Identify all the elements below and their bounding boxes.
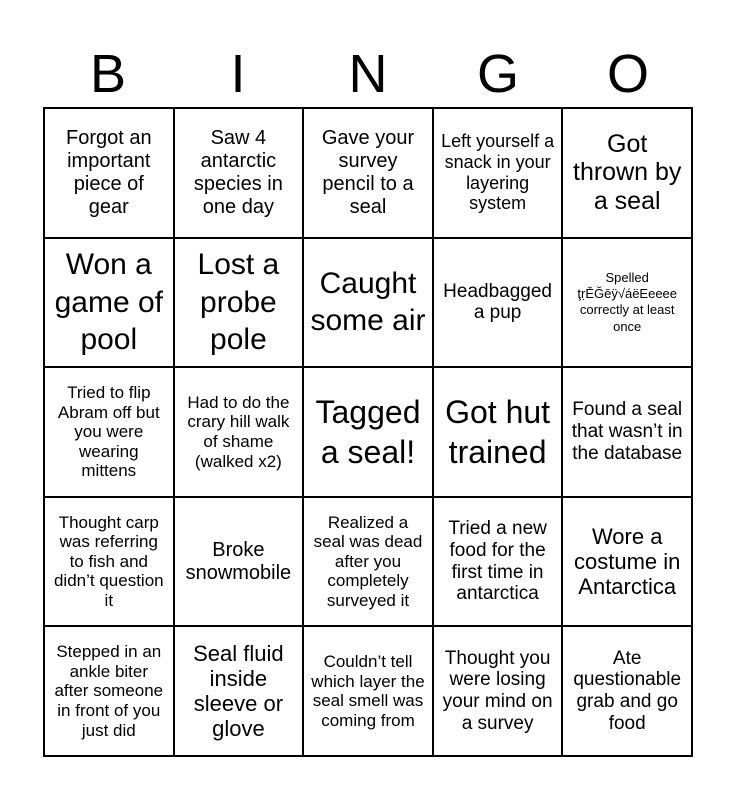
bingo-cell[interactable]: Stepped in an ankle biter after someone in front of you just did [44,626,174,756]
bingo-grid [43,107,693,757]
header-letter-n: N [348,44,388,104]
bingo-cell[interactable]: Tried a new food for the first time in antarctica [433,497,563,627]
bingo-cell[interactable]: Gave your survey pencil to a seal [303,108,433,238]
bingo-cell[interactable]: Headbagged a pup [433,238,563,368]
bingo-cell[interactable]: Ate questionable grab and go food [562,626,692,756]
bingo-cell[interactable]: Thought carp was referring to fish and didn’t question it [44,497,174,627]
bingo-cell[interactable]: Realized a seal was dead after you completely surveyed it [303,497,433,627]
bingo-header [43,40,693,108]
bingo-cell[interactable]: Found a seal that wasn’t in the database [562,367,692,497]
header-letter-o: O [606,44,649,104]
bingo-cell[interactable]: Wore a costume in Antarctica [562,497,692,627]
bingo-cell[interactable]: Tagged a seal! [303,367,433,497]
bingo-cell[interactable]: Got thrown by a seal [562,108,692,238]
bingo-cell[interactable]: Caught some air [303,238,433,368]
bingo-cell[interactable]: Forgot an important piece of gear [44,108,174,238]
header-letter-b: B [89,44,127,104]
bingo-cell[interactable]: Spelled ţṛĔĞēÿ√áëEeeee correctly at least once [562,238,692,368]
bingo-cell[interactable]: Tried to flip Abram off but you were wearing mittens [44,367,174,497]
bingo-cell[interactable]: Got hut trained [433,367,563,497]
bingo-cell[interactable]: Saw 4 antarctic species in one day [174,108,304,238]
bingo-cell[interactable]: Won a game of pool [44,238,174,368]
bingo-cell[interactable]: Had to do the crary hill walk of shame (walked x2) [174,367,304,497]
bingo-cell[interactable]: Seal fluid inside sleeve or glove [174,626,304,756]
header-letter-g: G [476,44,519,104]
bingo-cell[interactable]: Thought you were losing your mind on a survey [433,626,563,756]
bingo-cell[interactable]: Couldn’t tell which layer the seal smell was coming from [303,626,433,756]
bingo-cell[interactable]: Left yourself a snack in your layering system [433,108,563,238]
bingo-cell[interactable]: Broke snowmobile [174,497,304,627]
bingo-cell[interactable]: Lost a probe pole [174,238,304,368]
header-letter-i: I [230,44,246,104]
